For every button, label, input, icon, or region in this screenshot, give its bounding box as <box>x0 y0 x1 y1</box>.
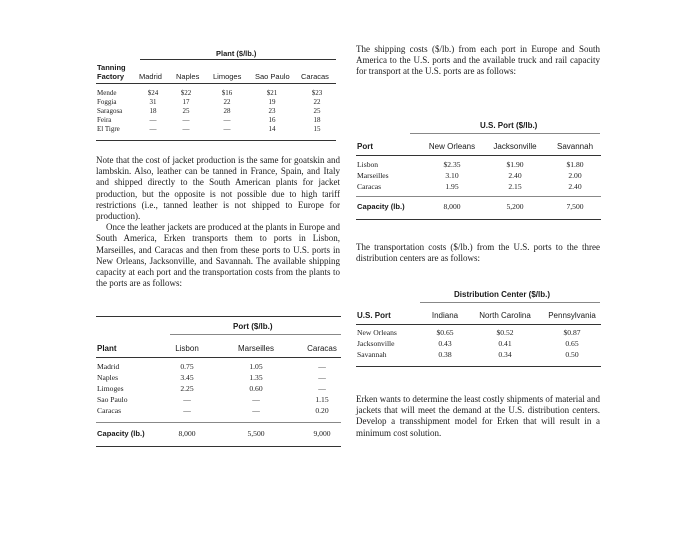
right-body-text-mid: The transportation costs ($/lb.) from the U.S. ports to the three distribution centers are as follows: <box>356 242 600 264</box>
table-cell: $1.80 <box>566 160 584 169</box>
table-cell: 0.65 <box>565 339 579 348</box>
table-cell: 0.38 <box>438 350 452 359</box>
table-row-label: Jacksonville <box>357 339 395 348</box>
table-cell: 25 <box>313 107 321 115</box>
table1-col-caracas: Caracas <box>301 72 329 81</box>
table-cell: — <box>223 116 231 124</box>
table-cell: $0.65 <box>436 328 454 337</box>
table-cell: $0.87 <box>563 328 581 337</box>
table-cell: $23 <box>311 89 323 97</box>
table-row-label: Marseilles <box>357 171 389 180</box>
table2-row-header: Plant <box>97 344 117 353</box>
table3-group-rule <box>410 133 600 134</box>
table-cell: 3.45 <box>180 373 194 382</box>
table1-row-header-1: Tanning <box>97 63 126 72</box>
table-cell: 0.34 <box>498 350 512 359</box>
table-cell: 0.50 <box>565 350 579 359</box>
table-cell: $24 <box>147 89 159 97</box>
table-cell: 0.20 <box>315 406 329 415</box>
table-cell: — <box>223 125 231 133</box>
table-cell: — <box>182 116 190 124</box>
table4-header-rule <box>356 324 601 325</box>
table3-col-jacksonville: Jacksonville <box>493 142 537 151</box>
table3-capacity-label: Capacity (lb.) <box>357 202 405 211</box>
table-row-label: Foggia <box>97 98 117 106</box>
table3-bottom-rule <box>356 219 601 220</box>
table1-bottom-rule <box>96 140 336 141</box>
paragraph: Note that the cost of jacket production is the same for goatskin and lambskin. Also, leather can be tanned in France, Spain, and Italy and shipped directly to the South American plants for jacket production, but the opposite is not possible due to high tariff restrictions (i.e., tanned leather is not shipped to Europe for production). <box>96 155 340 222</box>
table-cell: 18 <box>313 116 321 124</box>
table-row-label: New Orleans <box>357 328 397 337</box>
table-row-label: Naples <box>97 373 119 382</box>
table1-group-header: Plant ($/lb.) <box>216 49 257 58</box>
table-cell: 0.41 <box>498 339 512 348</box>
table-cell: — <box>318 384 326 393</box>
table-row-label: Sao Paulo <box>97 395 128 404</box>
table-row-label: El Tigre <box>97 125 120 133</box>
table2-capacity-label: Capacity (lb.) <box>97 429 145 438</box>
table-row-label: Lisbon <box>357 160 379 169</box>
table-cell: 3.10 <box>445 171 459 180</box>
table4-col-north-carolina: North Carolina <box>479 311 531 320</box>
table1-row-header-2: Factory <box>97 72 125 81</box>
table-cell: 19 <box>268 98 276 106</box>
table1-col-sao-paulo: Sao Paulo <box>255 72 290 81</box>
table4-row-header: U.S. Port <box>357 311 391 320</box>
table-cell: $21 <box>266 89 278 97</box>
table-row-label: Madrid <box>97 362 120 371</box>
table-cell: 0.75 <box>180 362 194 371</box>
table-cell: 0.60 <box>249 384 263 393</box>
table-cell: 0.43 <box>438 339 452 348</box>
table-cell: — <box>149 125 157 133</box>
table-cell: 31 <box>149 98 157 106</box>
table-cell: $16 <box>221 89 233 97</box>
table2-top-rule <box>96 316 341 317</box>
table-cell: 9,000 <box>313 429 331 438</box>
table2-col-lisbon: Lisbon <box>175 344 199 353</box>
table-row-label: Savannah <box>357 350 387 359</box>
table-cell: 16 <box>268 116 276 124</box>
table-cell: 23 <box>268 107 276 115</box>
table-cell: $0.52 <box>496 328 514 337</box>
table-cell: 22 <box>313 98 321 106</box>
table1-header-rule <box>96 83 336 84</box>
table-cell: — <box>252 406 260 415</box>
table3-group-header: U.S. Port ($/lb.) <box>480 121 538 130</box>
table2-group-header: Port ($/lb.) <box>233 322 273 331</box>
table-cell: 1.05 <box>249 362 263 371</box>
table2-col-caracas: Caracas <box>307 344 337 353</box>
table-cell: 8,000 <box>443 202 461 211</box>
table2-col-marseilles: Marseilles <box>237 344 274 353</box>
table-row-label: Limoges <box>97 384 124 393</box>
table-row-label: Mende <box>97 89 117 97</box>
table-cell: 5,200 <box>506 202 524 211</box>
table3-col-new-orleans: New Orleans <box>428 142 476 151</box>
table-cell: 2.15 <box>508 182 522 191</box>
paragraph: Once the leather jackets are produced at the plants in Europe and South America, Erken transports them to ports in Lisbon, Marseilles, and Caracas and then from these ports to U.S. ports in New Orleans, Jacksonville, and Savannah. The available shipping capacity at each port and the transportation costs from the plants to the ports are as follows: <box>96 222 340 289</box>
table-cell: 25 <box>182 107 190 115</box>
table4-bottom-rule <box>356 366 601 367</box>
table4-col-indiana: Indiana <box>431 311 459 320</box>
table1-col-madrid: Madrid <box>139 72 162 81</box>
table-cell: 2.00 <box>568 171 582 180</box>
table-cell: 15 <box>313 125 321 133</box>
table3-header-rule <box>356 155 601 156</box>
table3-capacity-rule <box>356 196 601 197</box>
table-cell: 17 <box>182 98 190 106</box>
table-cell: $22 <box>180 89 192 97</box>
table2-capacity-rule <box>96 422 341 423</box>
table4-group-header: Distribution Center ($/lb.) <box>454 290 550 299</box>
table4-col-pennsylvania: Pennsylvania <box>548 311 596 320</box>
right-body-text-bottom: Erken wants to determine the least costly shipments of material and jackets that will meet the demand at the U.S. distribution centers. Develop a transshipment model for Erken that will result in a minimum cost solution. <box>356 394 600 438</box>
table-cell: — <box>183 395 191 404</box>
table-cell: 2.40 <box>568 182 582 191</box>
table-cell: — <box>318 362 326 371</box>
table-cell: — <box>318 373 326 382</box>
table-cell: — <box>183 406 191 415</box>
table-row-label: Caracas <box>97 406 122 415</box>
table-cell: 1.15 <box>315 395 329 404</box>
table-row-label: Caracas <box>357 182 382 191</box>
table4-group-rule <box>420 302 600 303</box>
table-cell: 1.95 <box>445 182 459 191</box>
table-cell: 1.35 <box>249 373 263 382</box>
table-cell: 2.25 <box>180 384 194 393</box>
table-cell: 8,000 <box>178 429 196 438</box>
table3-row-header: Port <box>357 142 373 151</box>
table-cell: — <box>182 125 190 133</box>
table3-col-savannah: Savannah <box>556 142 594 151</box>
table1-col-naples: Naples <box>176 72 200 81</box>
right-body-text-top: The shipping costs ($/lb.) from each port in Europe and South America to the U.S. ports and the available truck and rail capacity for transport at the U.S. ports are as follows: <box>356 44 600 77</box>
table2-group-rule <box>170 334 341 335</box>
left-body-text <box>96 155 340 289</box>
table-cell: 28 <box>223 107 231 115</box>
table1-col-limoges: Limoges <box>213 72 242 81</box>
table-cell: — <box>252 395 260 404</box>
table-cell: 2.40 <box>508 171 522 180</box>
table1-group-rule <box>140 59 336 60</box>
table-cell: 5,500 <box>247 429 265 438</box>
table-cell: 22 <box>223 98 231 106</box>
table-cell: 7,500 <box>566 202 584 211</box>
table-cell: — <box>149 116 157 124</box>
table-cell: 18 <box>149 107 157 115</box>
table-cell: $1.90 <box>506 160 524 169</box>
table-cell: $2.35 <box>443 160 461 169</box>
table-cell: 14 <box>268 125 276 133</box>
table2-header-rule <box>96 357 341 358</box>
table-row-label: Feira <box>97 116 112 124</box>
table-row-label: Saragosa <box>97 107 123 115</box>
table2-bottom-rule <box>96 446 341 447</box>
